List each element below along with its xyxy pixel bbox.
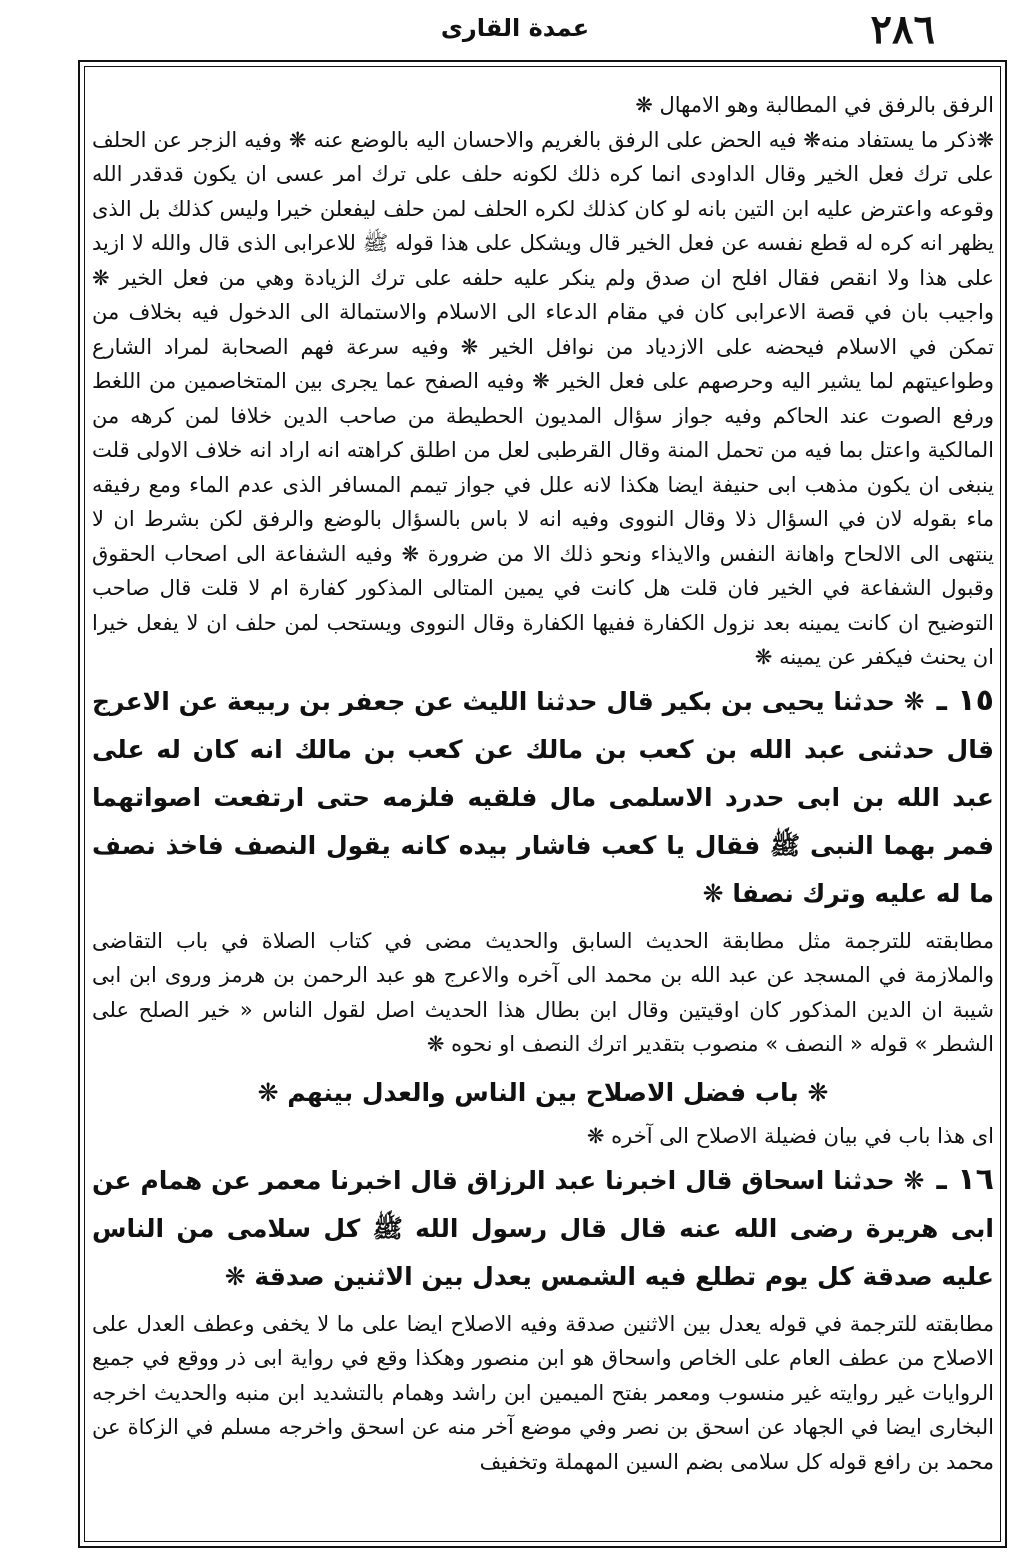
hadith-number: ١٥ ـ: [936, 682, 994, 718]
commentary-paragraph: الرفق بالرفق في المطالبة وهو الامهال ❋: [635, 93, 994, 117]
chapter-subheading: اى هذا باب في بيان فضيلة الاصلاح الى آخره ❋: [586, 1123, 994, 1148]
hadith-text: [92, 677, 994, 918]
page-number: ٢٨٦: [870, 6, 935, 53]
hadith-body: ❋ حدثنا اسحاق قال اخبرنا عبد الرزاق قال اخبرنا معمر عن همام عن ابى هريرة رضى الله عنه قال قال رسول الله ﷺ كل سلامى من الناس عليه صدقة كل يوم تطلع فيه الشمس يعدل بين الاثنين صدقة ❋: [92, 1165, 994, 1291]
hadith-number: ١٦ ـ: [936, 1161, 994, 1197]
commentary-paragraph: مطابقته للترجمة في قوله يعدل بين الاثنين صدقة وفيه الاصلاح ايضا على ما لا يخفى وعطف العدل على الاصلاح من عطف العام على الخاص واسحاق هو ابن منصور وهكذا وقع في رواية ابى ذر ووقع في جميع الروايات غير روايته غير منسوب ومعمر بفتح الميمين ابن راشد وهمام بالتشديد ابن منبه والحديث اخرجه البخارى ايضا في الجهاد عن اسحق بن نصر وفي موضع آخر منه عن اسحق واخرجه مسلم في الزكاة عن محمد بن رافع قوله كل سلامى بضم السين المهملة وتخفيف: [92, 1311, 994, 1474]
running-title: عمدة القاری: [440, 14, 590, 42]
commentary-paragraph: ❋ذكر ما يستفاد منه❋ فيه الحض على الرفق بالغريم والاحسان اليه بالوضع عنه ❋ وفيه الزجر عن الحلف على ترك فعل الخير وقال الداودى انما كره ذلك لكونه حلف على ترك امر عسى ان يكون قدقدر الله وقوعه واعترض عليه ابن التين بانه لو كان كذلك لكره الحلف لمن حلف ليفعلن خيرا وليس كذلك بل الذى يظهر انه كره له قطع نفسه عن فعل الخير قال ويشكل على هذا قوله ﷺ للاعرابى الذى قال والله لا ازيد على هذا ولا انقص فقال افلح ان صدق ولم ينكر عليه حلفه على ترك الزيادة وهي من فعل الخير ❋ واجيب بان في قصة الاعرابى كان في مقام الدعاء الى الاسلام والاستمالة الى الدخول فيه بخلاف من تمكن في الاسلام فيحضه على الازدياد من نوافل الخير ❋ وفيه سرعة فهم الصحابة لمراد الشارع وطواعيتهم لما يشير اليه وحرصهم على فعل الخير ❋ وفيه الصفح عما يجرى بين المتخاصمين من اللغط ورفع الصوت عند الحاكم وفيه جواز سؤال المديون الحطيطة من صاحب الدين خلافا لمن كرهه من المالكية واعتل بما فيه من تحمل المنة وقال القرطبى لعل من اطلق كراهته انه اراد انه خلاف الاولى قلت ينبغى ان يكون مذهب ابى حنيفة ايضا هكذا لانه علل في جواز تيمم المسافر الذى عدم الماء ومع رفيقه ماء بقوله لان في السؤال ذلا وقال النووى وفيه انه لا باس بالسؤال بالوضع والرفق لكن بشرط ان لا ينتهى الى الالحاح واهانة النفس والايذاء ونحو ذلك الا من ضرورة ❋ وفيه الشفاعة الى اصحاب الحقوق وقبول الشفاعة في الخير فان قلت هل كانت في يمين المتالى المذكور كفارة ام لا قلت قال صاحب التوضيح ان كانت يمينه بعد نزول الكفارة ففيها الكفارة وقال النووى ويستحب لمن حلف ان لا يفعل خيرا ان يحنث فيكفر عن يمينه ❋: [92, 127, 994, 669]
chapter-heading: ❋ باب فضل الاصلاح بين الناس والعدل بينهم ❋: [257, 1077, 829, 1107]
page-header: [0, 0, 1027, 56]
page-body: [92, 88, 994, 1538]
hadith-body: ❋ حدثنا يحيى بن بكير قال حدثنا الليث عن جعفر بن ربيعة عن الاعرج قال حدثنى عبد الله بن كعب بن مالك عن كعب بن مالك انه كان له على عبد الله بن ابى حدرد الاسلمى مال فلقيه فلزمه حتى ارتفعت اصواتهما فمر بهما النبى ﷺ فقال يا كعب فاشار بيده كانه يقول النصف فاخذ نصف ما له عليه وترك نصفا ❋: [92, 686, 994, 908]
commentary-paragraph: مطابقته للترجمة مثل مطابقة الحديث السابق والحديث مضى في كتاب الصلاة في باب التقاضى والملازمة في المسجد عن عبد الله بن محمد الى آخره والاعرج هو عبد الرحمن بن هرمز وروى ابن ابى شيبة ان الدين المذكور كان اوقيتين وقال ابن بطال هذا الحديث اصل لقول الناس « خير الصلح على الشطر » قوله « النصف » منصوب بتقدير اترك النصف او نحوه ❋: [92, 928, 994, 1056]
hadith-text: [92, 1156, 994, 1301]
